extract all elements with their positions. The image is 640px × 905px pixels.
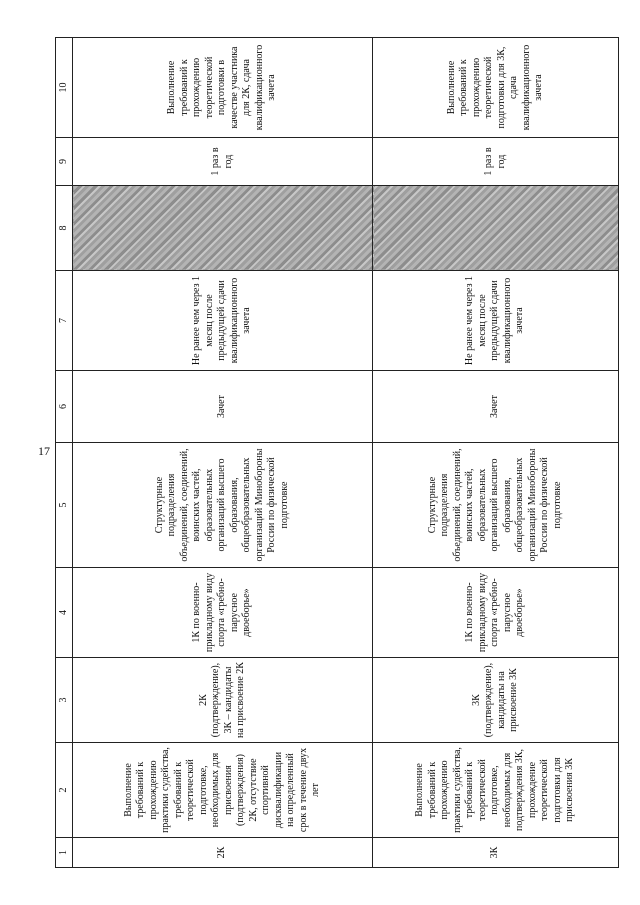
header-cell: 1	[56, 838, 73, 868]
conditions-cell: Выполнение требований к прохождению теоретической подготовки в качестве участника для 2К, сдача квалификационного зачета	[73, 38, 373, 138]
candidates-cell: 2К (подтверждение), 3К – кандидаты на присвоение 2К	[73, 658, 373, 743]
examiner-cell: 1К по военно-прикладному виду спорта «гребно-парусное двоеборье»	[73, 568, 373, 658]
header-cell: 9	[56, 138, 73, 186]
timing-cell: Не ранее чем через 1 месяц после предыдущей сдачи квалификационного зачета	[73, 271, 373, 371]
category-cell: 2К	[73, 838, 373, 868]
category-cell: 3К	[373, 838, 619, 868]
frequency-cell: 1 раз в год	[373, 138, 619, 186]
form-cell: Зачет	[73, 371, 373, 443]
header-cell: 8	[56, 186, 73, 271]
conditions-cell: Выполнение требований к прохождению теоретической подготовки для 3К, сдача квалификационного зачета	[373, 38, 619, 138]
qualification-table	[55, 37, 619, 868]
header-cell: 2	[56, 743, 73, 838]
redacted-cell	[73, 186, 373, 271]
organization-cell: Структурные подразделения объединений, соединений, воинских частей, образовательных организаций высшего образования, общеобразовательных организаций Минобороны России по физической подготовке	[373, 443, 619, 568]
header-cell: 10	[56, 38, 73, 138]
timing-cell: Не ранее чем через 1 месяц после предыдущей сдачи квалификационного зачета	[373, 271, 619, 371]
page-number: 17	[38, 444, 50, 458]
header-row	[56, 38, 73, 868]
header-cell: 7	[56, 271, 73, 371]
rotated-table-container	[55, 38, 619, 868]
candidates-cell: 3К (подтверждение), кандидаты на присвоение 3К	[373, 658, 619, 743]
header-cell: 3	[56, 658, 73, 743]
requirements-cell: Выполнение требований к прохождению практики судейства, требований к теоретической подготовке, необходимых для присвоения (подтверждения) 2К, отсутствие спортивной дисквалификации на определенный срок в течение двух лет	[73, 743, 373, 838]
frequency-cell: 1 раз в год	[73, 138, 373, 186]
form-cell: Зачет	[373, 371, 619, 443]
header-cell: 5	[56, 443, 73, 568]
organization-cell: Структурные подразделения объединений, соединений, воинских частей, образовательных организаций высшего образования, общеобразовательных организаций Минобороны России по физической подготовке	[73, 443, 373, 568]
redacted-cell	[373, 186, 619, 271]
table-row	[373, 38, 619, 868]
header-cell: 4	[56, 568, 73, 658]
table-row	[73, 38, 373, 868]
header-cell: 6	[56, 371, 73, 443]
requirements-cell: Выполнение требований к прохождению практики судейства, требований к теоретической подготовке, необходимых для подтверждения 3К, прохождение теоретической подготовки для присвоения 3К	[373, 743, 619, 838]
examiner-cell: 1К по военно-прикладному виду спорта «гребно-парусное двоеборье»	[373, 568, 619, 658]
